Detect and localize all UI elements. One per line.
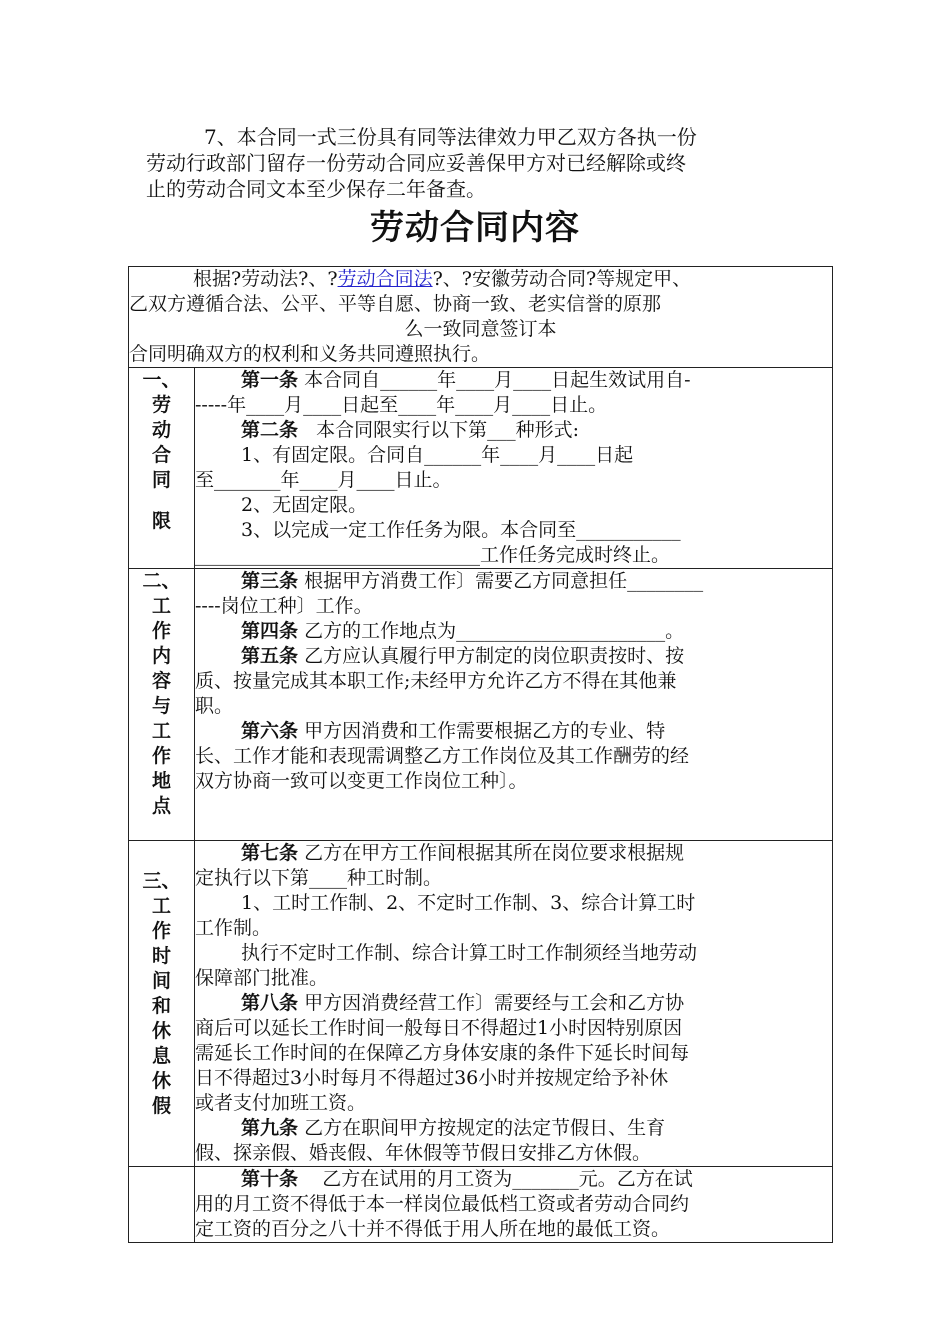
label-char: 限 [151,510,171,532]
article-line: 需延长工作时间的在保障乙方身体安康的条件下延长时间每 [195,1042,690,1064]
article-4 [195,619,832,644]
label-char: 点 [151,795,171,817]
label-char: 息 [151,1045,171,1067]
label-char: 工 [151,595,171,617]
preamble-row [129,267,833,368]
article-line: 1、工时工作制、2、不定时工作制、3、综合计算工时 [241,892,696,914]
article-text: 乙方应认真履行甲方制定的岗位职责按时、按 [304,645,685,667]
label-char: 作 [151,920,171,942]
label-gap [129,493,194,509]
article-line: 3、以完成一定工作任务为限。本合同至___________ [241,519,681,541]
article-line: 保障部门批准。 [195,967,329,989]
preamble-line [129,267,832,292]
label-char: 和 [151,995,171,1017]
article-text: 本合同自______年____月____日起生效试用自- [304,369,691,391]
label-char: 休 [151,1020,171,1042]
label-char: 休 [151,1070,171,1092]
article-3 [195,569,832,594]
article-text: 甲方因消费和工作需要根据乙方的专业、特 [304,720,666,742]
article-title: 第四条 [241,620,299,642]
preamble-text: ?、?安徽劳动合同?等规定甲、 [432,268,692,290]
section-pay-row [129,1167,833,1243]
section-label-term [129,368,195,569]
label-char: 动 [151,419,171,441]
article-line: 质、按量完成其本职工作;未经甲方允许乙方不得在其他兼 [195,670,677,692]
label-char: 作 [151,620,171,642]
article-text: 乙方在甲方工作间根据其所在岗位要求根据规 [304,842,685,864]
label-char: 三、 [142,870,181,892]
label-char: 内 [151,645,171,667]
article-title: 第十条 [241,1168,299,1190]
article-title: 第一条 [241,369,299,391]
label-char: 地 [151,770,171,792]
label-char: 容 [151,670,171,692]
section-content-pay [195,1167,833,1243]
article-text: 甲方因消费经营工作〕需要经与工会和乙方协 [304,992,685,1014]
article-6 [195,719,832,744]
article-line: 工作制。 [195,917,272,939]
article-line: ----岗位工种〕工作。 [195,595,373,617]
section-work-row [129,569,833,841]
article-2 [195,418,832,443]
preamble-line: 么一致同意签订本 [404,318,557,340]
intro-line: 止的劳动合同文本至少保存二年备查。 [146,177,486,201]
article-line: 职。 [195,695,234,717]
section-content-hours [195,841,833,1167]
article-text: 乙方的工作地点为______________________。 [304,620,685,642]
article-title: 第七条 [241,842,299,864]
preamble-text: 根据?劳动法?、? [193,268,338,290]
article-line: 1、有固定限。合同自______年____月____日起 [241,444,634,466]
article-line: 定执行以下第____种工时制。 [195,867,443,889]
intro-line: 劳动行政部门留存一份劳动合同应妥善保甲方对已经解除或终 [146,151,686,175]
article-1 [195,368,832,393]
article-line: 定工资的百分之八十并不得低于用人所在地的最低工资。 [195,1218,671,1240]
label-char: 二、 [142,570,181,592]
article-title: 第三条 [241,570,299,592]
label-char: 一、 [142,369,181,391]
label-char: 同 [151,469,171,491]
preamble-line: 乙双方遵循合法、公平、平等自愿、协商一致、老实信誉的原那 [129,293,662,315]
section-label-work [129,569,195,841]
article-line: 双方协商一致可以变更工作岗位工种〕。 [195,770,528,792]
article-line: 执行不定时工作制、综合计算工时工作制须经当地劳动 [241,942,698,964]
article-line: -----年____月____日起至____年____月____日止。 [195,394,608,416]
article-title: 第五条 [241,645,299,667]
article-line: 长、工作才能和表现需调整乙方工作岗位及其工作酬劳的经 [195,745,690,767]
article-line: 或者支付加班工资。 [195,1092,367,1114]
article-5 [195,644,832,669]
contract-table [128,266,833,1243]
section-label-pay [129,1167,195,1243]
section-term-row [129,368,833,569]
section-hours-row [129,841,833,1167]
label-char: 劳 [151,394,171,416]
spacer [195,794,832,840]
article-8 [195,991,832,1016]
article-line: 商后可以延长工作时间一般每日不得超过1小时因特别原因 [195,1017,683,1039]
label-char: 工 [151,720,171,742]
document-title: 劳动合同内容 [370,208,580,248]
label-char: 合 [151,444,171,466]
label-char: 假 [151,1095,171,1117]
article-9 [195,1116,832,1141]
intro-line: 7、本合同一式三份具有同等法律效力甲乙双方各执一份 [204,125,697,149]
article-text: 根据甲方消费工作〕需要乙方同意担任________ [304,570,704,592]
preamble-cell [129,267,833,368]
article-text: 本合同限实行以下第___种形式: [316,419,580,441]
article-text: 乙方在试用的月工资为_______元。乙方在试 [322,1168,693,1190]
article-10 [195,1167,832,1192]
section-content-term [195,368,833,569]
label-char: 作 [151,745,171,767]
preamble-line: 合同明确双方的权利和义务共同遵照执行。 [129,343,491,365]
article-line: 假、探亲假、婚丧假、年休假等节假日安排乙方休假。 [195,1142,652,1164]
label-char: 时 [151,945,171,967]
article-title: 第二条 [241,419,299,441]
article-7 [195,841,832,866]
label-char: 与 [151,695,171,717]
article-text: 乙方在职间甲方按规定的法定节假日、生育 [304,1117,666,1139]
label-char: 工 [151,895,171,917]
section-content-work [195,569,833,841]
section-label-hours [129,841,195,1167]
labor-contract-law-link[interactable]: 劳动合同法 [337,268,433,290]
article-title: 第六条 [241,720,299,742]
article-line: 用的月工资不得低于本一样岗位最低档工资或者劳动合同约 [195,1193,690,1215]
intro-paragraph [146,124,806,202]
label-char: 间 [151,970,171,992]
article-title: 第九条 [241,1117,299,1139]
article-line: 日不得超过3小时每月不得超过36小时并按规定给予补休 [195,1067,669,1089]
article-line: 至_______年____月____日止。 [195,469,452,491]
article-title: 第八条 [241,992,299,1014]
article-line: 2、无固定限。 [241,494,368,516]
article-line: ______________________________工作任务完成时终止。 [195,544,671,566]
